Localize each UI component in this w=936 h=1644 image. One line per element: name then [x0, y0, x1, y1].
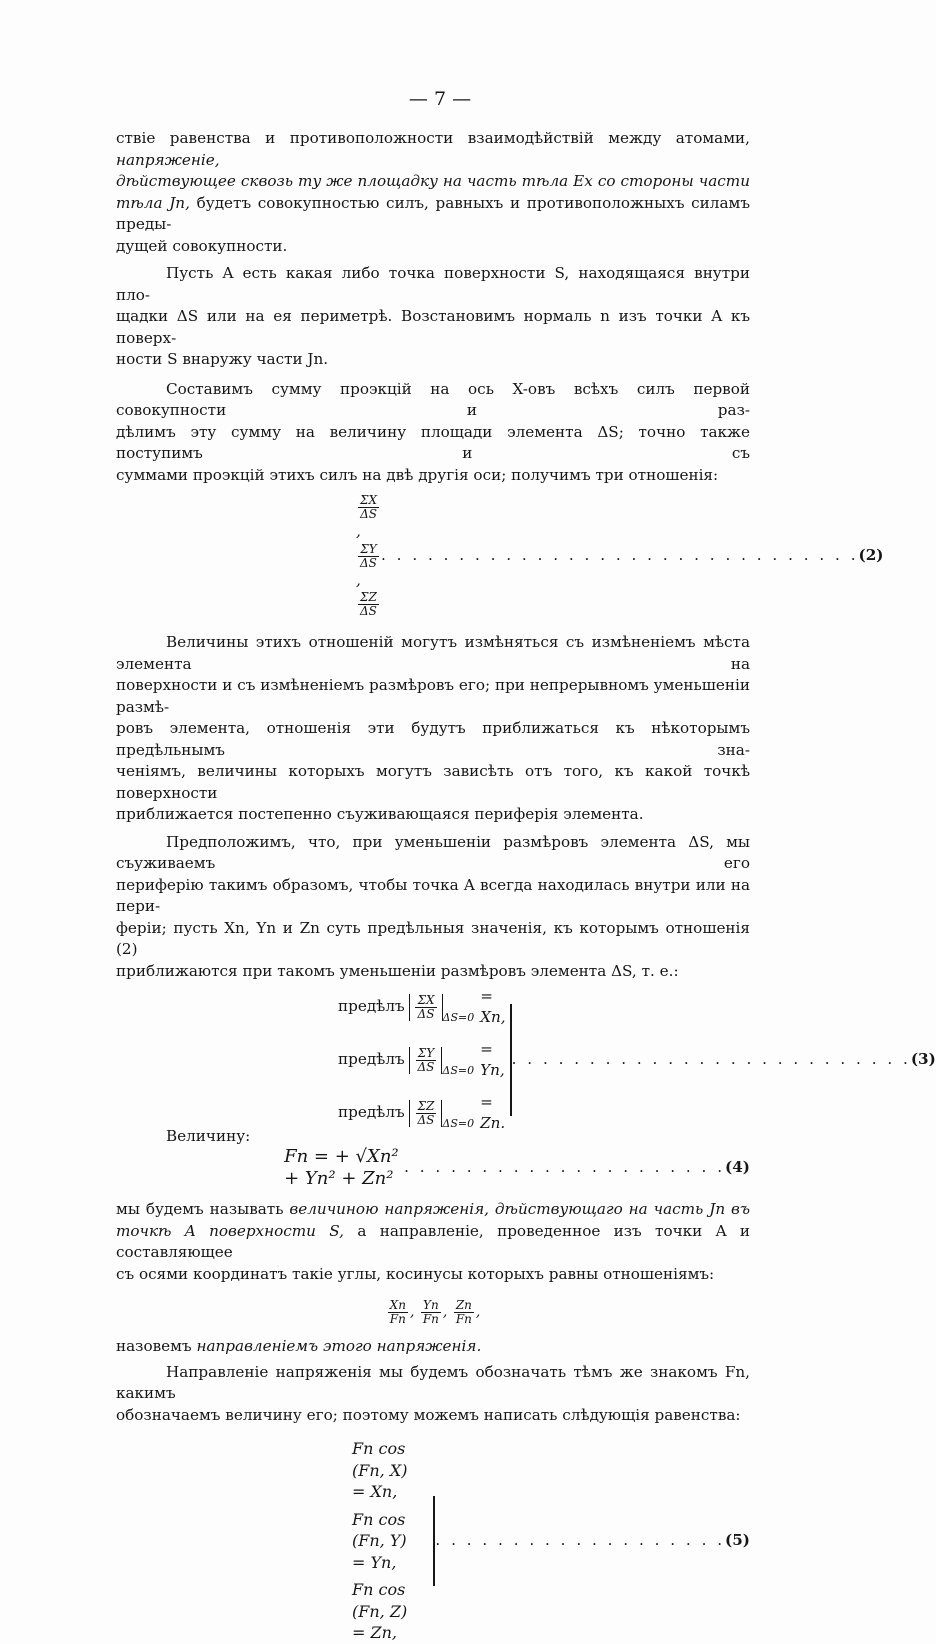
- equation-number: (3): [910, 1050, 936, 1069]
- text-line: мы будемъ называть величиною напряженія, дѣйствующаго на часть Jn въ: [116, 1200, 751, 1218]
- text-line: приближается постепенно съуживающаяся периферія элемента.: [116, 805, 644, 823]
- equation-5-row: Fn cos (Fn, Y) = Yn,: [352, 1509, 407, 1572]
- text-line: ченіямъ, величины которыхъ могутъ зависѣть отъ того, къ какой точкѣ поверхности: [116, 762, 750, 802]
- leader-dots: . . . . . . . . . . . . . . . . . . .: [435, 1531, 726, 1549]
- equation-4: [116, 1127, 750, 1189]
- equation-number: (2): [858, 546, 884, 565]
- paragraph-1: [116, 128, 750, 257]
- limit-row-x: предѣлъ $\frac{\Sigma X}{\Delta S}$ ΔS=0 = Xn,: [338, 986, 506, 1026]
- text-line: поверхности и съ измѣненіемъ размѣровъ его; при непрерывномъ уменьшеніи размѣ-: [116, 676, 750, 716]
- page-number: — 7 —: [408, 88, 472, 110]
- text-line: Составимъ сумму проэкцій на ось X-овъ всѣхъ силъ первой совокупности и раз-: [116, 379, 750, 419]
- fraction: $\frac{Zn}{Fn}$: [455, 1298, 472, 1326]
- paragraph-3: [116, 379, 750, 487]
- text-line: Величины этихъ отношеній могутъ измѣняться съ измѣненіемъ мѣста элемента на: [116, 633, 750, 673]
- paragraph-2: [116, 263, 750, 371]
- text-line: ровъ элемента, отношенія эти будутъ приближаться къ нѣкоторымъ предѣльнымъ зна-: [116, 719, 750, 759]
- leader-dots: . . . . . . . . . . . . . . . . . . . . . . . . . . . . . . .: [381, 546, 859, 565]
- text-line: дущей совокупности.: [116, 236, 288, 255]
- text-line: Предположимъ, что, при уменьшеніи размѣровъ элемента ΔS, мы съуживаемъ его: [116, 832, 750, 872]
- bracket: [409, 1100, 442, 1127]
- fraction: $\frac{\Sigma X}{\Delta S}$: [360, 493, 378, 521]
- limit-row-y: предѣлъ $\frac{\Sigma Y}{\Delta S}$ ΔS=0 = Yn,: [338, 1039, 505, 1079]
- paragraph-4: [116, 632, 750, 826]
- text-line: дѣйствующее сквозь ту же площадку на часть тѣла Ex со стороны части: [116, 172, 750, 190]
- equation-number: (5): [725, 1531, 750, 1549]
- paragraph-6: [116, 1199, 750, 1285]
- text-line: приближаются при такомъ уменьшеніи размѣровъ элемента ΔS, т. е.:: [116, 961, 679, 980]
- fraction: $\frac{Yn}{Fn}$: [422, 1298, 439, 1326]
- text-line: феріи; пусть Xn, Yn и Zn суть предѣльныя значенія, къ которымъ отношенія (2): [116, 918, 750, 958]
- equation-3-rows: [338, 986, 506, 1135]
- bracket: [409, 1047, 442, 1074]
- leader-dots: . . . . . . . . . . . . . . . . . . . . .: [404, 1157, 726, 1176]
- limit-row-z: предѣлъ $\frac{\Sigma Z}{\Delta S}$ ΔS=0 = Zn.: [338, 1092, 506, 1132]
- fraction: $\frac{\Sigma X}{\Delta S}$: [417, 992, 435, 1021]
- text-line: щадки ΔS или на ея периметрѣ. Возстановимъ нормаль n изъ точки A къ поверх-: [116, 307, 750, 347]
- equation-2-fractions: $\frac{\Sigma X}{\Delta S}$ , $\frac{\Sigma Y}{\Delta S}$ , $\frac{\Sigma Z}{\Delta S}$: [356, 493, 378, 618]
- text-line: периферію такимъ образомъ, чтобы точка A всегда находилась внутри или на пери-: [116, 875, 750, 915]
- paragraph-5: [116, 832, 750, 983]
- fraction: $\frac{\Sigma Y}{\Delta S}$: [417, 1045, 435, 1074]
- text-line: тѣла Jn, будетъ совокупностью силъ, равныхъ и противоположныхъ силамъ преды-: [116, 193, 750, 233]
- leader-dots: . . . . . . . . . . . . . . . . . . . . . . . . . .: [511, 1050, 911, 1069]
- fraction: $\frac{Xn}{Fn}$: [389, 1298, 406, 1326]
- equation-2: [116, 493, 884, 618]
- text-line: суммами проэкцій этихъ силъ на двѣ другія оси; получимъ три отношенія:: [116, 465, 719, 484]
- text-line: обозначаемъ величину его; поэтому можемъ написать слѣдующія равенства:: [116, 1405, 741, 1424]
- fraction: $\frac{\Sigma Z}{\Delta S}$: [360, 590, 377, 618]
- text-line: дѣлимъ эту сумму на величину площади элемента ΔS; точно также поступимъ и съ: [116, 422, 750, 462]
- text-line: точкѣ A поверхности S, а направленіе, проведенное изъ точки A и составляющее: [116, 1221, 750, 1261]
- equation-number: (4): [725, 1157, 750, 1176]
- equation-5-row: Fn cos (Fn, X) = Xn,: [352, 1439, 408, 1501]
- equation-5: [116, 1438, 750, 1644]
- text-line: съ осями координатъ такіе углы, косинусы которыхъ равны отношеніямъ:: [116, 1264, 715, 1283]
- text-line: ности S внаружу части Jn.: [116, 350, 329, 368]
- fraction: $\frac{\Sigma Y}{\Delta S}$: [360, 541, 377, 570]
- text-line: ствіе равенства и противоположности взаимодѣйствій между атомами, напряженіе,: [116, 129, 750, 169]
- equation-4-intro: Величину:: [166, 1127, 251, 1145]
- text-line: Направленіе напряженія мы будемъ обозначать тѣмъ же знакомъ Fn, какимъ: [116, 1362, 750, 1402]
- paragraph-7: назовемъ направленіемъ этого напряженія.: [116, 1337, 482, 1355]
- bracket: [409, 994, 442, 1021]
- paragraph-8: [116, 1362, 750, 1427]
- equation-5-row: Fn cos (Fn, Z) = Zn,: [352, 1580, 408, 1642]
- fraction: $\frac{\Sigma Z}{\Delta S}$: [417, 1098, 435, 1127]
- equation-4-expression: Fn = + √Xn² + Yn² + Zn²: [284, 1146, 399, 1189]
- direction-cosines: $\frac{Xn}{Fn}$ , $\frac{Yn}{Fn}$ , $\frac{Zn}{Fn}$ ,: [389, 1298, 481, 1326]
- equation-3: [116, 986, 936, 1132]
- equation-5-rows: [352, 1438, 425, 1644]
- page-body: [116, 128, 936, 1644]
- text-line: Пусть A есть какая либо точка поверхности S, находящаяся внутри пло-: [116, 264, 750, 304]
